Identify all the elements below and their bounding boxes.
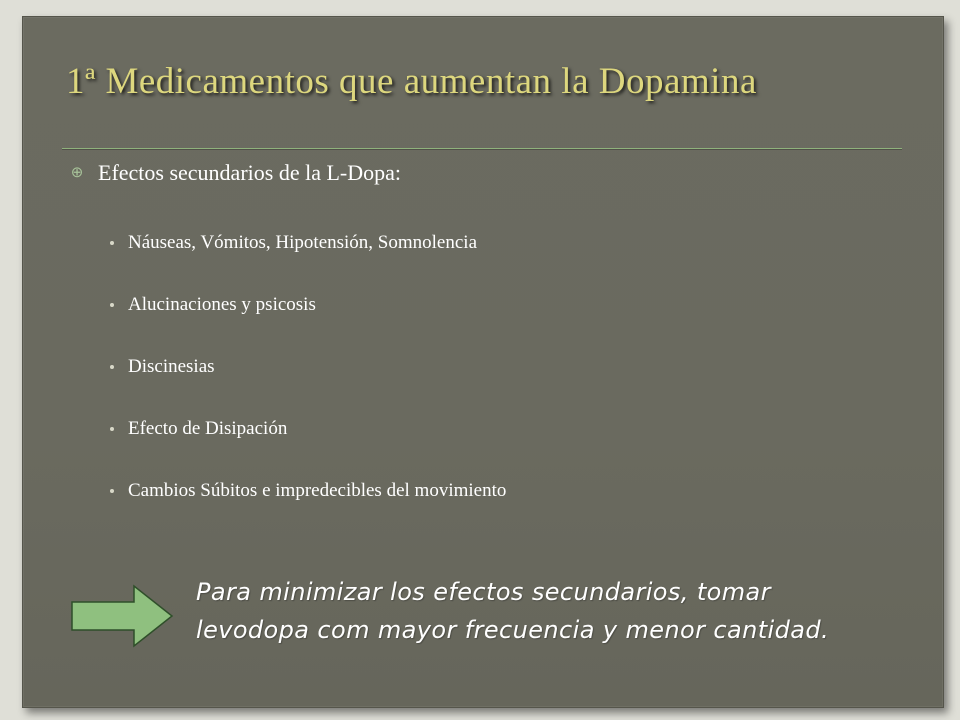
bullet-dot-icon bbox=[110, 303, 114, 307]
circled-plus-icon: ⊕ bbox=[70, 165, 84, 181]
note-line-2: levodopa com mayor frecuencia y menor cantidad. bbox=[196, 616, 829, 644]
list-item bbox=[110, 228, 506, 258]
bullet-dot-icon bbox=[110, 427, 114, 431]
list-item-text: Cambios Súbitos e impredecibles del movimiento bbox=[128, 480, 507, 501]
lead-text: Efectos secundarios de la L-Dopa: bbox=[98, 160, 401, 185]
list-item-text: Alucinaciones y psicosis bbox=[128, 294, 316, 315]
right-arrow-icon bbox=[70, 584, 174, 648]
recommendation-note bbox=[196, 573, 936, 649]
note-line-1: Para minimizar los efectos secundarios, tomar bbox=[196, 578, 771, 606]
list-item bbox=[110, 352, 506, 382]
bullet-dot-icon bbox=[110, 489, 114, 493]
bullet-list bbox=[110, 228, 506, 538]
title-divider bbox=[62, 148, 902, 149]
list-item bbox=[110, 476, 506, 506]
slide-title: 1ª Medicamentos que aumentan la Dopamina bbox=[66, 61, 757, 102]
list-item bbox=[110, 290, 506, 320]
list-item-text: Discinesias bbox=[128, 356, 215, 377]
list-item bbox=[110, 414, 506, 444]
bullet-dot-icon bbox=[110, 365, 114, 369]
list-item-text: Efecto de Disipación bbox=[128, 418, 288, 439]
lead-bullet bbox=[70, 160, 401, 186]
list-item-text: Náuseas, Vómitos, Hipotensión, Somnolencia bbox=[128, 232, 478, 253]
bullet-dot-icon bbox=[110, 241, 114, 245]
